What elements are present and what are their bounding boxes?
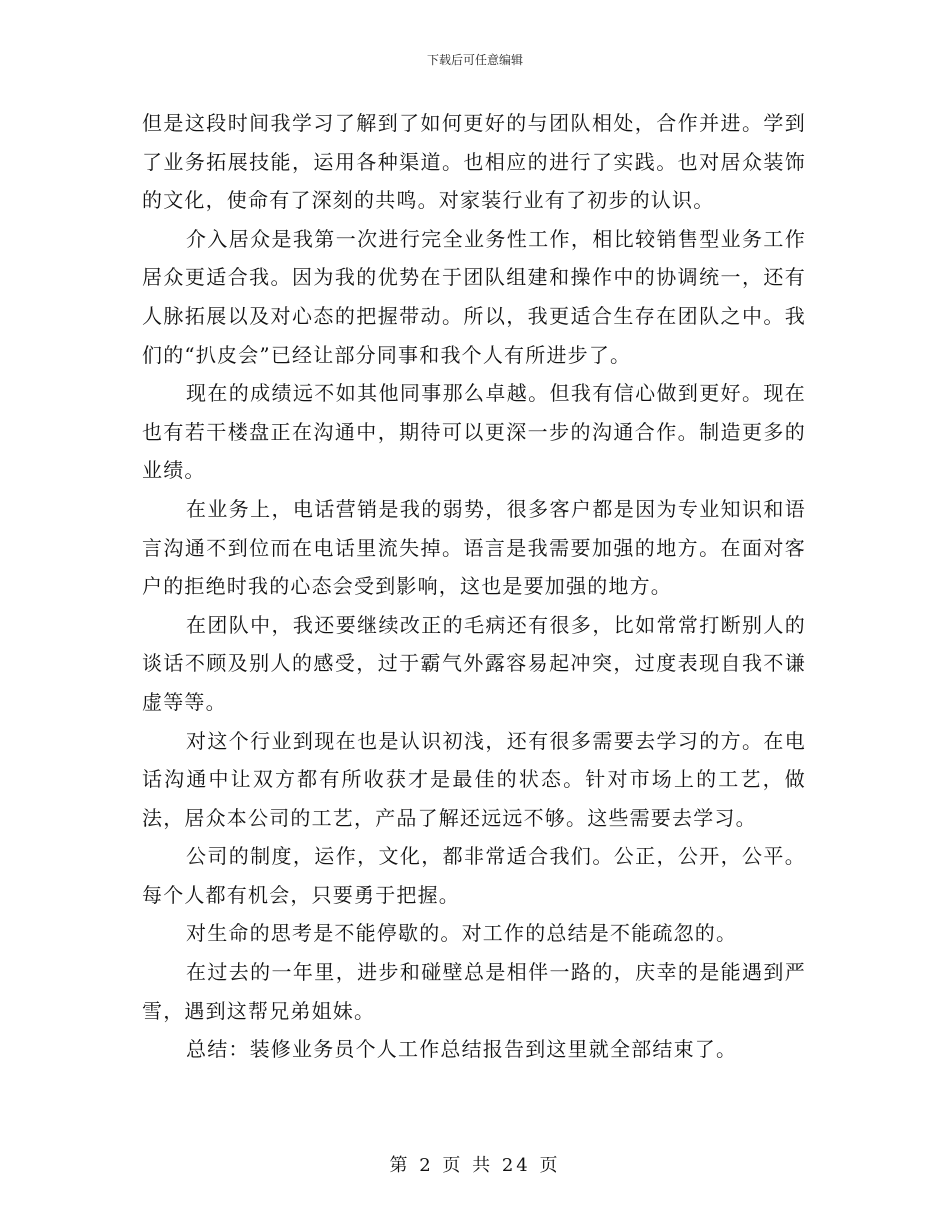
paragraph-9: 在过去的一年里，进步和碰壁总是相伴一路的，庆幸的是能遇到严雪，遇到这帮兄弟姐妹。	[142, 960, 806, 1023]
paragraph-2: 介入居众是我第一次进行完全业务性工作，相比较销售型业务工作居众更适合我。因为我的优势在于团队组建和操作中的协调统一，还有人脉拓展以及对心态的把握带动。所以，我更适合生存在团队之中。我们的“扒皮会”已经让部分同事和我个人有所进步了。	[142, 226, 806, 367]
paragraph-3: 现在的成绩远不如其他同事那么卓越。但我有信心做到更好。现在也有若干楼盘正在沟通中，期待可以更深一步的沟通合作。制造更多的业绩。	[142, 381, 806, 483]
paragraph-6: 对这个行业到现在也是认识初浅，还有很多需要去学习的方。在电话沟通中让双方都有所收获才是最佳的状态。针对市场上的工艺，做法，居众本公司的工艺，产品了解还远远不够。这些需要去学习。	[142, 728, 806, 830]
page-header: 下载后可任意编辑	[426, 53, 523, 67]
paragraph-10: 总结：装修业务员个人工作总结报告到这里就全部结束了。	[186, 1037, 738, 1062]
paragraph-8: 对生命的思考是不能停歇的。对工作的总结是不能疏忽的。	[186, 921, 738, 946]
paragraph-1: 但是这段时间我学习了解到了如何更好的与团队相处，合作并进。学到了业务拓展技能，运用各种渠道。也相应的进行了实践。也对居众装饰的文化，使命有了深刻的共鸣。对家装行业有了初步的认识。	[142, 111, 806, 213]
page-number: 第 2 页 共 24 页	[389, 1155, 561, 1176]
paragraph-5: 在团队中，我还要继续改正的毛病还有很多，比如常常打断别人的谈话不顾及别人的感受，过于霸气外露容易起冲突，过度表现自我不谦虚等等。	[142, 612, 806, 714]
document-body	[142, 104, 806, 1069]
paragraph-4: 在业务上，电话营销是我的弱势，很多客户都是因为专业知识和语言沟通不到位而在电话里流失掉。语言是我需要加强的地方。在面对客户的拒绝时我的心态会受到影响，这也是要加强的地方。	[142, 496, 806, 599]
paragraph-7: 公司的制度，运作，文化，都非常适合我们。公正，公开，公平。每个人都有机会，只要勇于把握。	[142, 844, 806, 907]
